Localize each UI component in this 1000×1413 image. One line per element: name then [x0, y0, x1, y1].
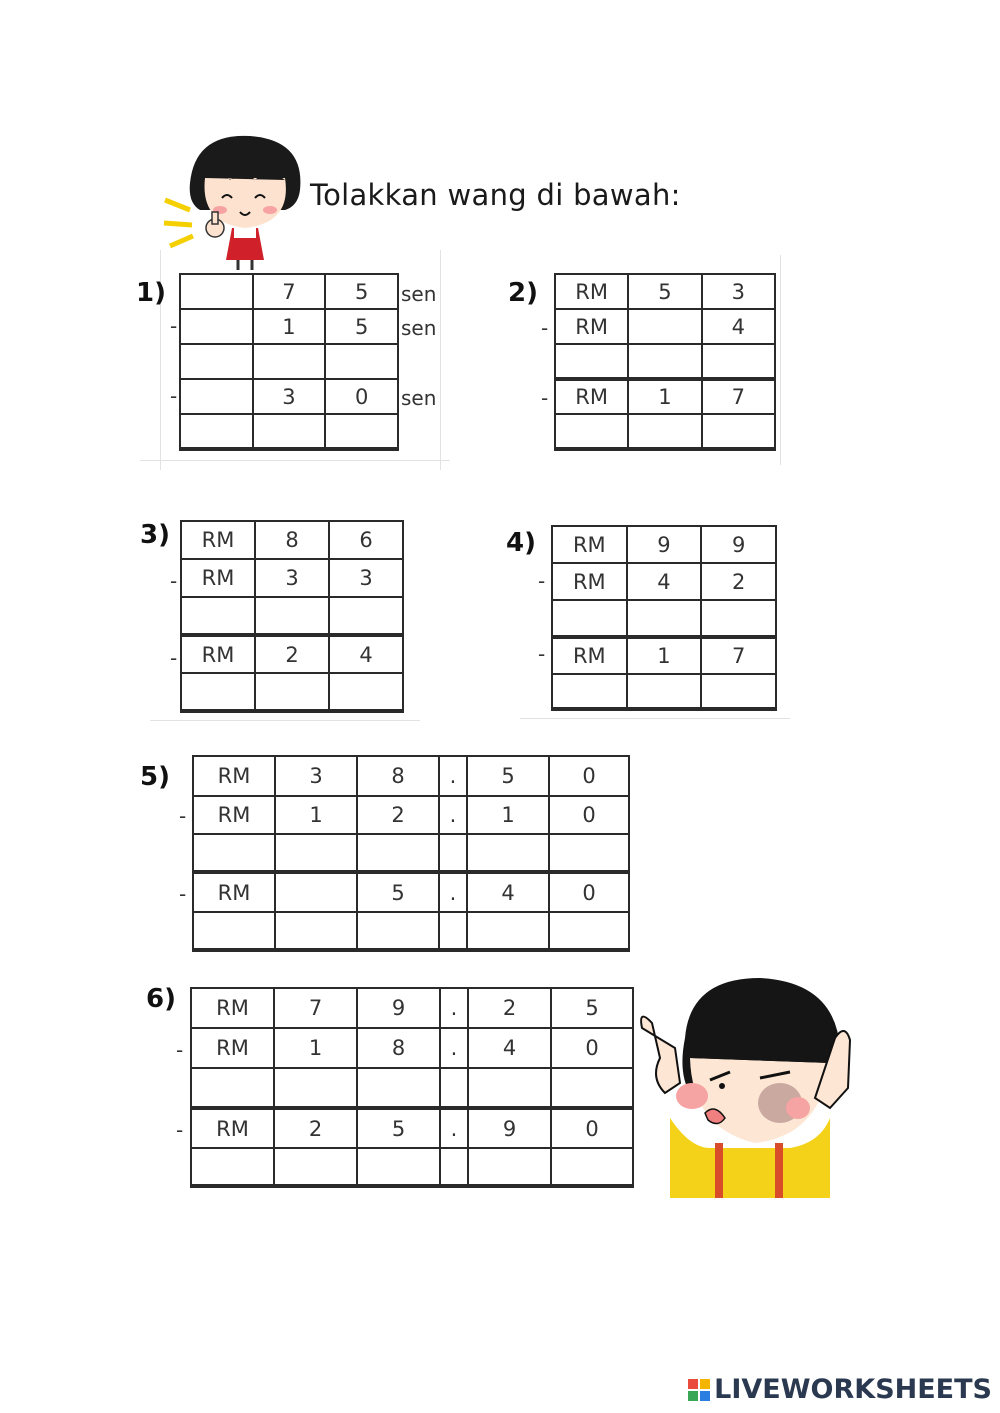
grid-cell: 1	[628, 379, 701, 414]
minus-sign: -	[538, 642, 546, 666]
answer-cell[interactable]	[253, 344, 326, 379]
answer-cell[interactable]	[628, 309, 701, 344]
problem-1-grid	[179, 273, 399, 451]
answer-cell[interactable]	[468, 1068, 551, 1108]
logo-square-red	[688, 1379, 698, 1389]
answer-cell[interactable]	[191, 1148, 274, 1186]
grid-cell: 2	[357, 796, 439, 834]
grid-cell: RM	[193, 796, 275, 834]
liveworksheets-logo[interactable]	[688, 1374, 992, 1405]
answer-cell[interactable]	[193, 834, 275, 872]
problem-2-grid	[554, 273, 776, 451]
minus-sign: -	[179, 804, 187, 828]
grid-cell: 9	[627, 526, 702, 563]
grid-cell: RM	[555, 274, 628, 309]
answer-cell[interactable]	[440, 1068, 468, 1108]
grid-cell: RM	[552, 526, 627, 563]
liveworksheets-logo-icon	[688, 1379, 710, 1401]
answer-cell[interactable]	[549, 912, 629, 950]
minus-sign: -	[170, 569, 178, 593]
grid-cell: 3	[253, 379, 326, 414]
answer-cell[interactable]	[555, 344, 628, 379]
answer-cell[interactable]	[467, 912, 549, 950]
problem-number: 6)	[146, 984, 176, 1014]
answer-cell[interactable]	[357, 1068, 440, 1108]
answer-cell[interactable]	[702, 414, 775, 449]
answer-cell[interactable]	[551, 1068, 633, 1108]
grid-cell: RM	[552, 637, 627, 674]
worksheet-title: Tolakkan wang di bawah:	[310, 178, 681, 212]
problem-number: 5)	[140, 762, 170, 792]
answer-cell[interactable]	[275, 912, 357, 950]
answer-cell[interactable]	[701, 600, 776, 637]
decimal-point: .	[439, 796, 467, 834]
answer-cell[interactable]	[325, 344, 398, 379]
answer-cell[interactable]	[329, 597, 403, 635]
grid-cell: 2	[255, 635, 329, 673]
grid-cell: 5	[467, 756, 549, 796]
grid-cell: 0	[549, 756, 629, 796]
grid-cell: 3	[702, 274, 775, 309]
answer-cell[interactable]	[439, 834, 467, 872]
grid-cell: RM	[193, 872, 275, 912]
girl-shocked-character-icon	[630, 968, 860, 1198]
answer-cell[interactable]	[274, 1068, 357, 1108]
answer-cell[interactable]	[552, 674, 627, 709]
minus-sign: -	[176, 1118, 184, 1142]
logo-square-yellow	[700, 1379, 710, 1389]
background-gridline	[140, 460, 450, 461]
grid-cell[interactable]	[180, 379, 253, 414]
unit-label: sen	[401, 386, 437, 410]
unit-label: sen	[401, 316, 437, 340]
grid-cell: 5	[325, 274, 398, 309]
minus-sign: -	[170, 384, 178, 408]
minus-sign: -	[170, 646, 178, 670]
grid-cell: 8	[255, 521, 329, 559]
decimal-point: .	[440, 988, 468, 1028]
grid-cell[interactable]	[180, 309, 253, 344]
grid-cell: 2	[468, 988, 551, 1028]
grid-cell: 1	[253, 309, 326, 344]
grid-cell: RM	[193, 756, 275, 796]
grid-cell: 5	[551, 988, 633, 1028]
grid-cell: RM	[552, 563, 627, 600]
logo-text: LIVEWORKSHEETS	[714, 1374, 992, 1405]
grid-cell: 1	[467, 796, 549, 834]
grid-cell: 4	[702, 309, 775, 344]
answer-cell[interactable]	[555, 414, 628, 449]
grid-cell: 2	[701, 563, 776, 600]
grid-cell: 4	[467, 872, 549, 912]
grid-cell: 0	[549, 796, 629, 834]
problem-4-grid	[551, 525, 777, 711]
grid-cell: 1	[274, 1028, 357, 1068]
grid-cell: RM	[555, 309, 628, 344]
grid-cell: 1	[627, 637, 702, 674]
decimal-point: .	[440, 1108, 468, 1148]
grid-cell: 2	[274, 1108, 357, 1148]
grid-cell: 7	[701, 637, 776, 674]
grid-cell: RM	[191, 988, 274, 1028]
grid-cell: 5	[357, 1108, 440, 1148]
grid-cell: 0	[551, 1108, 633, 1148]
problem-5-grid	[192, 755, 630, 952]
decimal-point: .	[439, 756, 467, 796]
answer-cell[interactable]	[468, 1148, 551, 1186]
grid-cell: 8	[357, 1028, 440, 1068]
answer-cell[interactable]	[255, 597, 329, 635]
answer-cell[interactable]	[627, 600, 702, 637]
background-gridline	[520, 718, 790, 719]
answer-cell[interactable]	[357, 834, 439, 872]
minus-sign: -	[541, 316, 549, 340]
answer-cell[interactable]	[551, 1148, 633, 1186]
grid-cell: 0	[549, 872, 629, 912]
problem-number: 1)	[136, 278, 166, 308]
grid-cell: 4	[627, 563, 702, 600]
problem-number: 3)	[140, 520, 170, 550]
grid-cell: 9	[468, 1108, 551, 1148]
answer-cell[interactable]	[549, 834, 629, 872]
answer-cell[interactable]	[357, 912, 439, 950]
grid-cell: 4	[329, 635, 403, 673]
grid-cell: 4	[468, 1028, 551, 1068]
answer-cell[interactable]	[255, 673, 329, 711]
grid-cell: RM	[181, 635, 255, 673]
grid-cell: 6	[329, 521, 403, 559]
logo-square-green	[688, 1391, 698, 1401]
answer-cell[interactable]	[275, 872, 357, 912]
answer-cell[interactable]	[253, 414, 326, 449]
answer-cell[interactable]	[181, 673, 255, 711]
grid-cell: 3	[329, 559, 403, 597]
grid-cell: 7	[702, 379, 775, 414]
grid-cell[interactable]	[180, 274, 253, 309]
answer-cell[interactable]	[325, 414, 398, 449]
grid-cell: 1	[275, 796, 357, 834]
grid-cell: 9	[701, 526, 776, 563]
answer-cell[interactable]	[439, 912, 467, 950]
answer-cell[interactable]	[193, 912, 275, 950]
answer-cell[interactable]	[191, 1068, 274, 1108]
answer-cell[interactable]	[180, 344, 253, 379]
grid-cell: 5	[628, 274, 701, 309]
grid-cell: 5	[325, 309, 398, 344]
minus-sign: -	[170, 314, 178, 338]
answer-cell[interactable]	[275, 834, 357, 872]
decimal-point: .	[439, 872, 467, 912]
problem-3-grid	[180, 520, 404, 713]
answer-cell[interactable]	[440, 1148, 468, 1186]
grid-cell: 0	[325, 379, 398, 414]
answer-cell[interactable]	[702, 344, 775, 379]
background-gridline	[440, 250, 441, 470]
grid-cell: 7	[274, 988, 357, 1028]
background-gridline	[780, 255, 781, 465]
grid-cell: 7	[253, 274, 326, 309]
problem-6-grid	[190, 987, 634, 1188]
grid-cell: 3	[255, 559, 329, 597]
unit-label: sen	[401, 282, 437, 306]
answer-cell[interactable]	[274, 1148, 357, 1186]
grid-cell: 8	[357, 756, 439, 796]
grid-cell: RM	[191, 1108, 274, 1148]
answer-cell[interactable]	[180, 414, 253, 449]
minus-sign: -	[179, 882, 187, 906]
grid-cell: RM	[181, 559, 255, 597]
logo-square-blue	[700, 1391, 710, 1401]
answer-cell[interactable]	[467, 834, 549, 872]
grid-cell: 3	[275, 756, 357, 796]
problem-number: 2)	[508, 278, 538, 308]
girl-thumbs-up-character-icon	[160, 128, 310, 273]
answer-cell[interactable]	[628, 344, 701, 379]
minus-sign: -	[541, 386, 549, 410]
grid-cell: RM	[191, 1028, 274, 1068]
grid-cell: 0	[551, 1028, 633, 1068]
answer-cell[interactable]	[181, 597, 255, 635]
answer-cell[interactable]	[552, 600, 627, 637]
answer-cell[interactable]	[701, 674, 776, 709]
decimal-point: .	[440, 1028, 468, 1068]
minus-sign: -	[538, 569, 546, 593]
grid-cell: 5	[357, 872, 439, 912]
answer-cell[interactable]	[329, 673, 403, 711]
minus-sign: -	[176, 1038, 184, 1062]
grid-cell: RM	[181, 521, 255, 559]
problem-number: 4)	[506, 528, 536, 558]
answer-cell[interactable]	[627, 674, 702, 709]
background-gridline	[150, 720, 420, 721]
grid-cell: 9	[357, 988, 440, 1028]
grid-cell: RM	[555, 379, 628, 414]
answer-cell[interactable]	[628, 414, 701, 449]
answer-cell[interactable]	[357, 1148, 440, 1186]
